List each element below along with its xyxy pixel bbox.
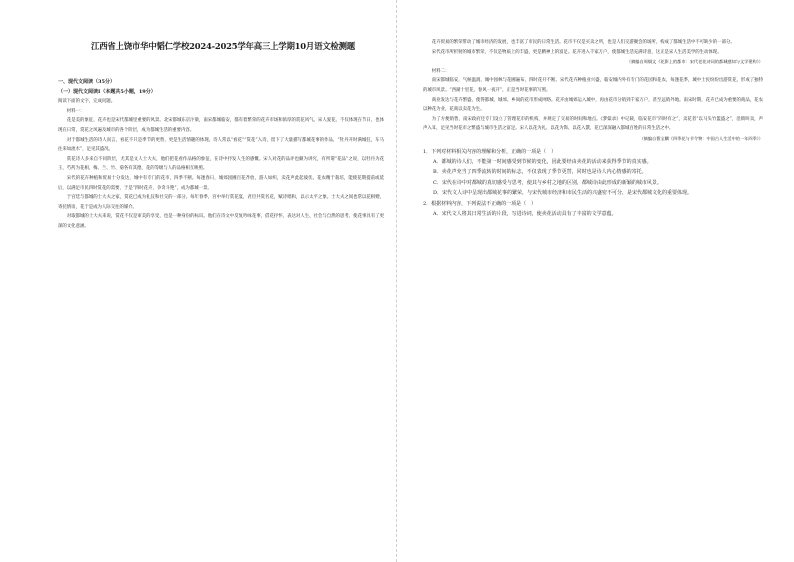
right-page (397, 0, 794, 562)
option-b: B．卖花声充当了四季流转的时间的标志，不仅表现了季节更替，同时也是诗人内心情感的寄托。 (433, 169, 647, 176)
paragraph: 商业发达与花卉繁盛，使得都城、城郊、乡间的花市形成网络。花卉由城郊运入城中，再由花市分销到千家万户，甚至远销外地。南宋时期，花卉已成为重要的商品，花农以种花为业，花商以卖花为生。 (423, 97, 763, 113)
question-1: 1．下列对材料相关内容的理解和分析，正确的一项是（ ） (423, 148, 557, 155)
paragraph: 对于都城生活的诗人而言，看花不只是季节的更替，更是生活情趣的体现。诗人常以“看花”“赏花”入诗，留下了大量描写都城花事的作品，“牡丹开时满城狂，车马往来如流水”，足见其盛况。 (58, 137, 384, 153)
option-a: A．宋代文人将其日常生活的片段，写进诗词，使卖花活动具有了丰富的文学意蕴。 (433, 210, 617, 217)
paragraph: 对取都城的士大夫来说，赏花不仅是审美的享受，也是一种身份的标识。他们在诗文中反复吟咏花事，借花抒怀，表达对人生、社会与自然的思考，使花事具有了更深的文化意涵。 (58, 214, 384, 229)
instruction-text: 阅读下面的文字，完成问题。 (58, 99, 116, 105)
paragraph: 南宋都城临安，气候温润，城中园林与花圃遍布，四时花开不断。宋代花卉种植业兴盛，临安城内外有专门的花园和花农，每逢花季，城中士民纷纷出游赏花，形成了独特的城市风景。“西湖十里花，春风一夜开”，正是当时花事的写照。 (423, 78, 763, 93)
paragraph: 宋代的花卉种植和贸易十分发达，城中有专门的花市，四季不断。每逢春日，城郊园圃百花齐放，游人如织，卖花声此起彼伏。花农精于栽培，能使花期提前或延后，以满足市民四时赏花的需要，于是“四时花卉，争奇斗艳”，成为都城一景。 (58, 175, 384, 191)
section-heading: 一、现代文阅读（35分） (58, 79, 115, 85)
question-2: 2．根据材料内容，下列说法不正确的一项是（ ） (423, 200, 537, 207)
paragraph: 花卉贸易的繁荣带动了城市经济的发展，也丰富了市民的日常生活。花市不仅是买卖之所，也是人们交游聚会的场所，构成了都城生活中不可缺少的一部分。 (431, 40, 735, 45)
option-a: A．都城的诗人们，不能第一时间感受到节候的变化，因此要经由卖花的活动来获得季节的真实感。 (433, 158, 652, 165)
source-citation: （摘编自曹宝麟《四季花与节令物：中国古人生活中的一年四季》） (639, 135, 763, 141)
material-label: 材料二： (431, 68, 450, 74)
paragraph: 宋代花市所折射的城市繁荣，不仅是物质上的丰盛，更是精神上的富足。花卉进入千家万户，使都城生活充满诗意，这正是宋人生活美学的生动体现。 (431, 49, 722, 55)
exam-title: 江西省上饶市华中韬仁学校2024-2025学年高三上学期10月语文检测题 (91, 41, 355, 51)
right-column (423, 38, 763, 219)
material-label: 材料一： (66, 108, 85, 114)
paragraph: 赏花诗人多来自不同阶层，尤其是文人士大夫，他们把花看作品格的象征，在诗中抒发人生的感慨。宋人对花的品评也颇为讲究，有所谓“花品”之说，以牡丹为花王，芍药为花相，梅、兰、竹、菊各有其德，花的等级与人的品格相互映照。 (58, 156, 384, 172)
subsection-heading: （一）现代文阅读Ⅰ（本题共5小题，19分） (58, 88, 156, 95)
paragraph: 于宫廷与都城的士大夫之家，赏花已成为礼仪和社交的一部分。每年春季，宫中举行赏花宴，君臣共赏名花，赋诗唱和，以示太平之象。士大夫之间也常以花相赠，寄托情谊，花于是成为人际交往的媒介。 (58, 195, 384, 210)
option-d: D．宋代文人诗中呈现出都城花事的繁荣，与宋代城市经济和市民生活的兴盛密不可分，是宋代都城文化的重要体现。 (433, 190, 693, 197)
paragraph: 为了方便销售，南宋政府还专门设立了管理花市的机构，并规定了交易的时间和地点。《梦粱录》中记载，临安花市“四时有之”，卖花者“以马头竹篮盛之”，沿街叫卖，声声入耳，足见当时花市之繁盛与城市生活之富足。宋人以花为礼、以花为饰、以花入馔，花已深深融入都城百姓的日常生活之中。 (423, 116, 763, 132)
option-c: C．宋代在诗中对都城的真切感受与思考，使其与乡村之地的区别，都城诗由此形成的新颖的城市风景。 (433, 179, 662, 186)
left-column (58, 78, 384, 232)
paragraph: 花是美的象征，花卉也是宋代都城里重要的风景。北宋都城东京汴梁，南宋都城临安，都有着繁荣的花卉市场和浓厚的赏花风气。宋人爱花，不仅体现在节日，也体现在日常，赏花之风遍及城市的各个阶层，成为都城生活的重要内容。 (58, 118, 384, 133)
source-citation: （摘编自周炯文《花影上的都市：宋代老花诗词的都城感知与文学建构》） (626, 59, 763, 65)
